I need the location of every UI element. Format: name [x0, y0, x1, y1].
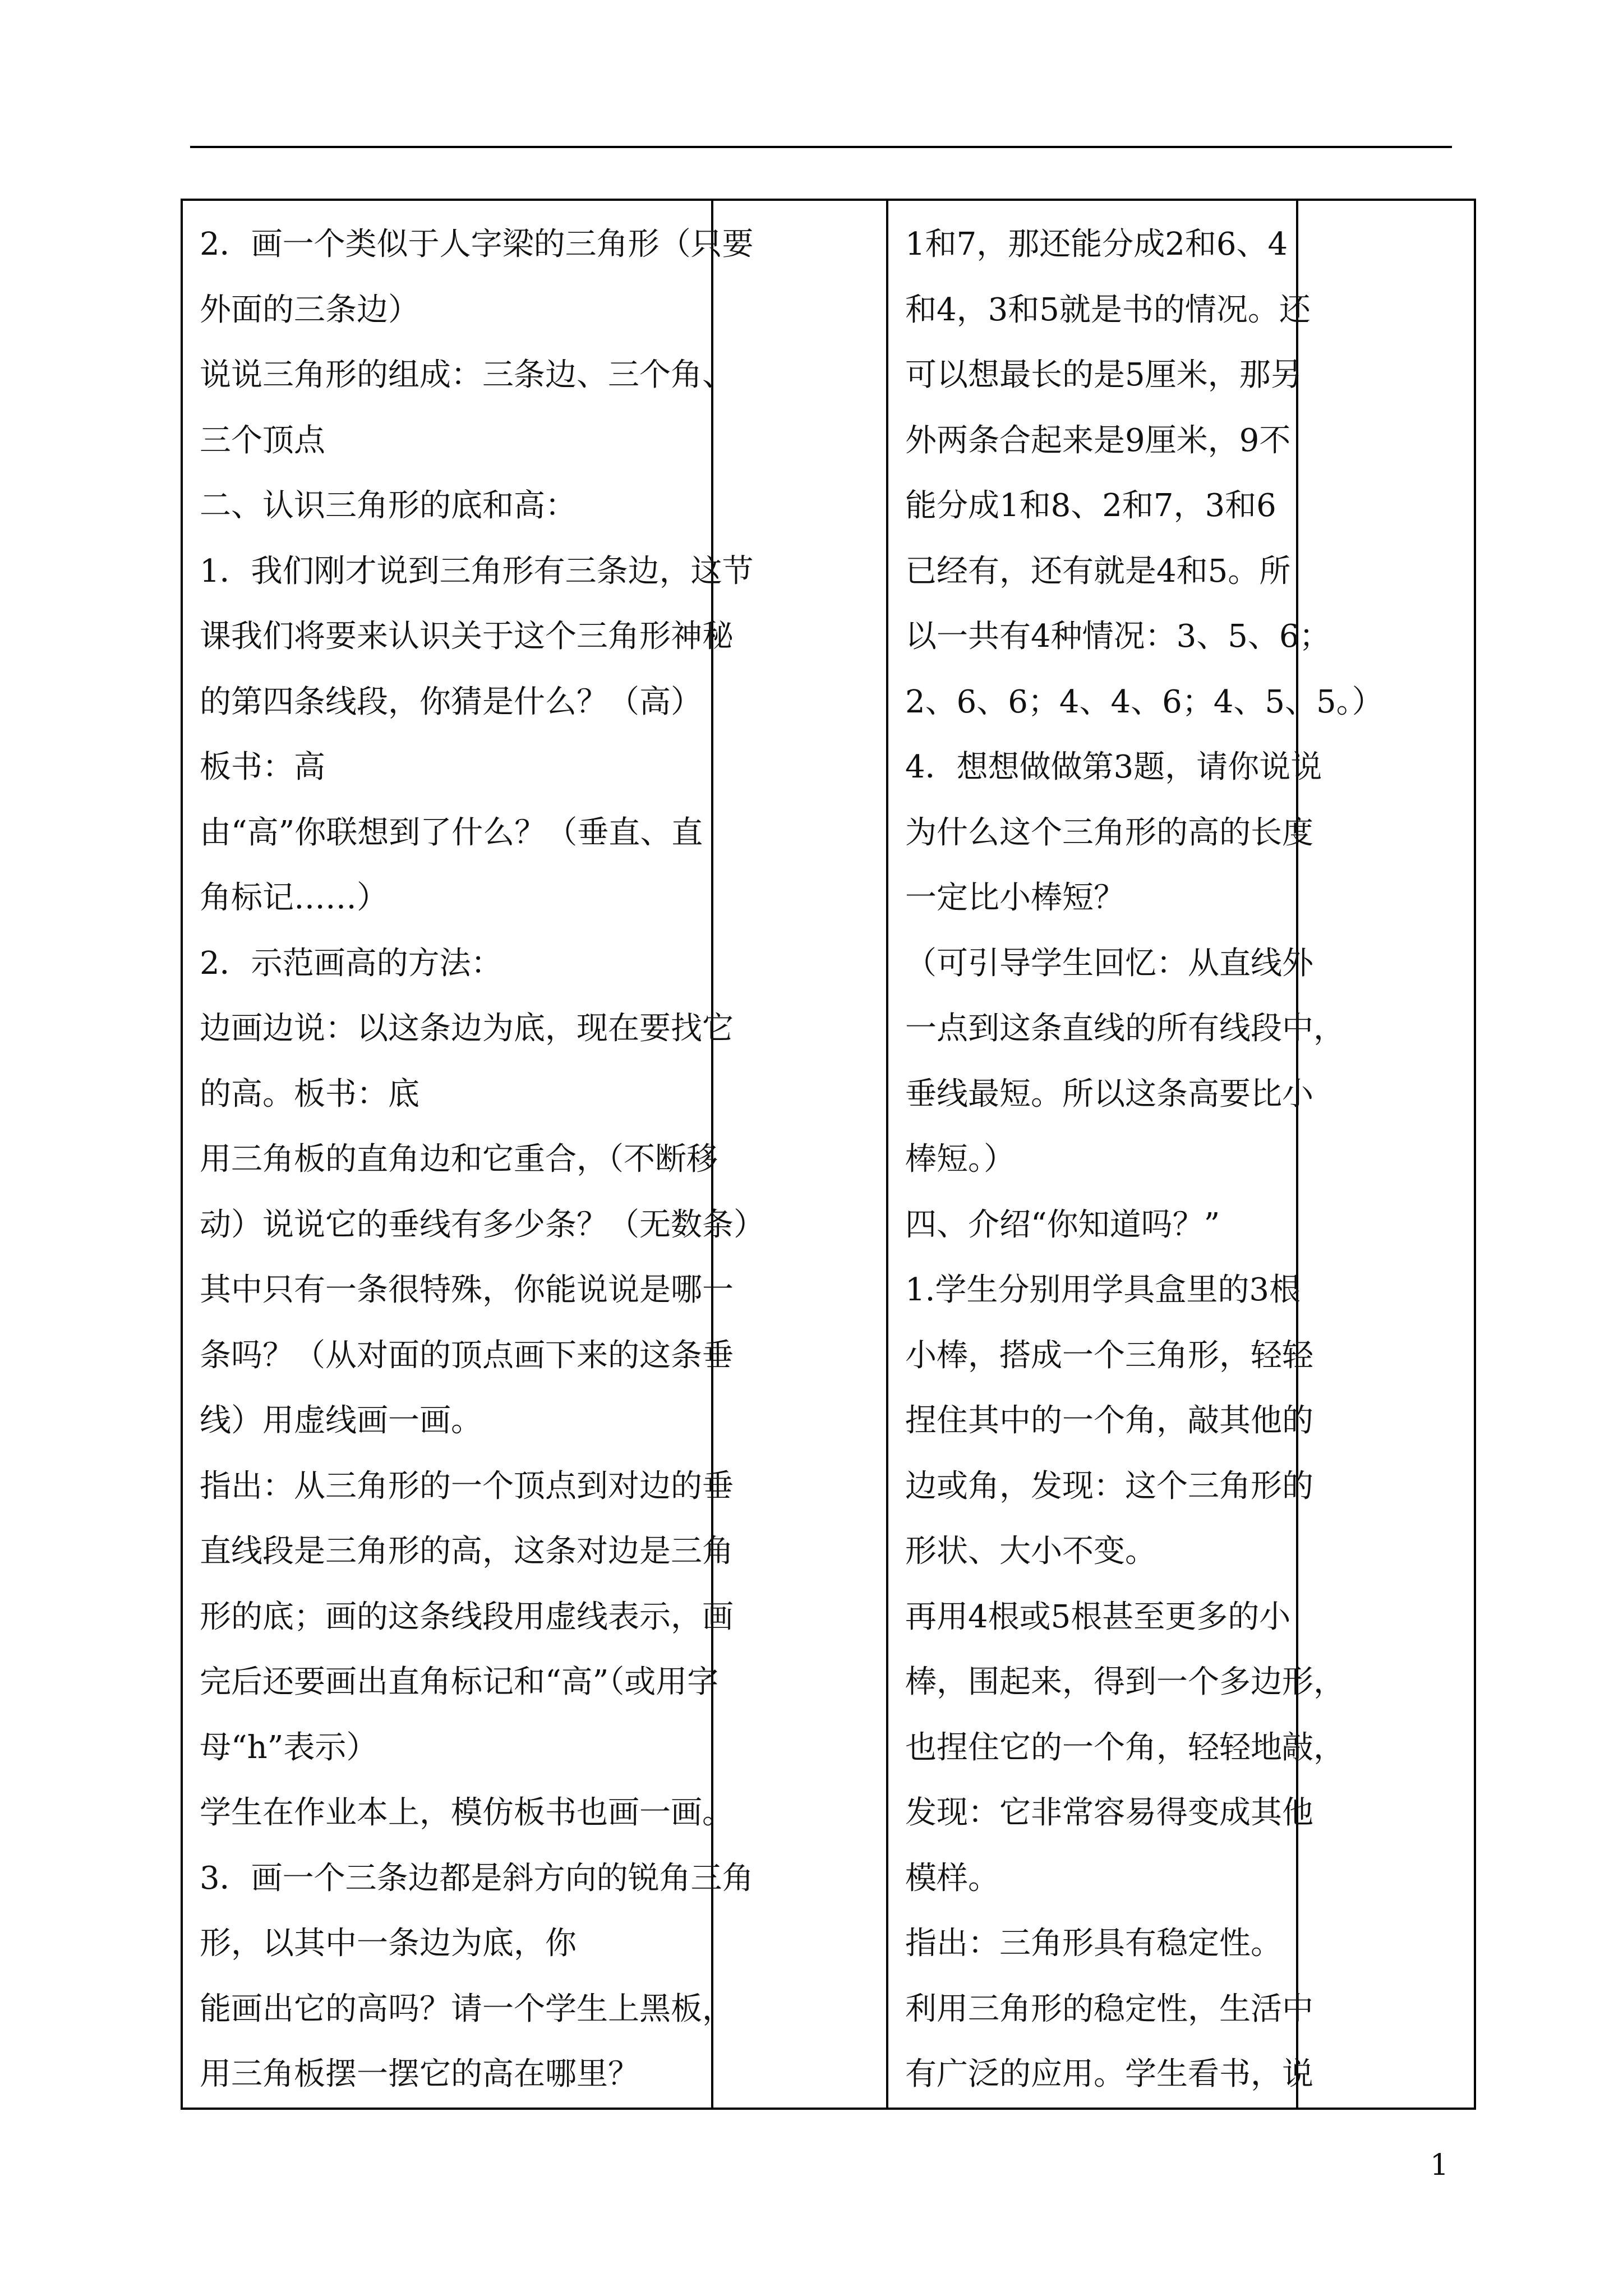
text-line: 四、介绍“你知道吗？” [905, 1206, 1220, 1243]
text-line: 能分成1和8、2和7，3和6 [905, 487, 1276, 524]
text-line: 外两条合起来是9厘米，9不 [905, 422, 1291, 459]
text-line: 母“h”表示） [200, 1729, 378, 1766]
text-line: 二、认识三角形的底和高： [200, 487, 577, 524]
table-row [182, 200, 1475, 2109]
text-line: 棒，围起来，得到一个多边形， [905, 1664, 1345, 1700]
text-line: 为什么这个三角形的高的长度 [905, 814, 1313, 851]
text-line: 形的底；画的这条线段用虚线表示，画 [200, 1598, 734, 1635]
text-line: 由“高”你联想到了什么？（垂直、直 [200, 814, 703, 851]
text-line: 完后还要画出直角标记和“高”（或用字 [200, 1664, 719, 1700]
text-line: 3．画一个三条边都是斜方向的锐角三角 [200, 1860, 754, 1897]
text-line: 也捏住它的一个角，轻轻地敲， [905, 1729, 1345, 1766]
text-line: 1.学生分别用学具盒里的3根 [905, 1272, 1301, 1308]
text-line: 边画边说：以这条边为底，现在要找它 [200, 1010, 734, 1047]
text-line: 三个顶点 [200, 422, 325, 459]
text-line: 一点到这条直线的所有线段中， [905, 1010, 1345, 1047]
left-content-cell [182, 200, 765, 2109]
text-line: 棒短。） [905, 1141, 1015, 1177]
text-line: 用三角板摆一摆它的高在哪里？ [200, 2056, 639, 2092]
text-line: 利用三角形的稳定性，生活中 [905, 1990, 1313, 2027]
text-line: 和4，3和5就是书的情况。还 [905, 291, 1311, 328]
text-line: 2、6、6；4、4、6；4、5、5。） [905, 683, 1384, 720]
text-line: （可引导学生回忆：从直线外 [905, 945, 1313, 982]
text-line: 其中只有一条很特殊，你能说说是哪一 [200, 1272, 734, 1308]
text-line: 捏住其中的一个角，敲其他的 [905, 1402, 1313, 1439]
text-line: 模样。 [905, 1860, 999, 1897]
text-line: 直线段是三角形的高，这条对边是三角 [200, 1533, 734, 1570]
text-line: 1和7，那还能分成2和6、4 [905, 226, 1288, 263]
text-line: 动）说说它的垂线有多少条？（无数条） [200, 1206, 765, 1243]
text-line: 课我们将要来认识关于这个三角形神秘 [200, 618, 734, 655]
text-line: 说说三角形的组成：三条边、三个角、 [200, 357, 734, 393]
text-line: 学生在作业本上，模仿板书也画一画。 [200, 1795, 734, 1831]
text-line: 角标记……） [200, 880, 388, 916]
text-line: 板书：高 [200, 749, 325, 785]
lesson-plan-table [181, 199, 1476, 2110]
right-column-text [888, 201, 1384, 2108]
text-line: 边或角，发现：这个三角形的 [905, 1467, 1313, 1504]
text-line: 形状、大小不变。 [905, 1533, 1156, 1570]
text-line: 已经有，还有就是4和5。所 [905, 553, 1291, 590]
text-line: 小棒，搭成一个三角形，轻轻 [905, 1337, 1313, 1374]
text-line: 有广泛的应用。学生看书，说 [905, 2056, 1313, 2092]
text-line: 以一共有4种情况：3、5、6； [905, 618, 1331, 655]
text-line: 垂线最短。所以这条高要比小 [905, 1075, 1313, 1112]
text-line: 的第四条线段，你猜是什么？（高） [200, 683, 702, 720]
left-column-text [183, 201, 765, 2108]
text-line: 线）用虚线画一画。 [200, 1402, 482, 1439]
text-line: 外面的三条边） [200, 291, 419, 328]
text-line: 4．想想做做第3题，请你说说 [905, 749, 1322, 785]
text-line: 指出：三角形具有稳定性。 [905, 1925, 1282, 1962]
text-line: 1．我们刚才说到三角形有三条边，这节 [200, 553, 754, 590]
text-line: 用三角板的直角边和它重合，（不断移 [200, 1141, 718, 1177]
header-rule [190, 146, 1452, 148]
text-line: 的高。板书：底 [200, 1075, 419, 1112]
text-line: 条吗？（从对面的顶点画下来的这条垂 [200, 1337, 734, 1374]
text-line: 可以想最长的是5厘米，那另 [905, 357, 1302, 393]
text-line: 形，以其中一条边为底，你 [200, 1925, 577, 1962]
text-line: 再用4根或5根甚至更多的小 [905, 1598, 1291, 1635]
text-line: 2．示范画高的方法： [200, 945, 502, 982]
text-line: 发现：它非常容易得变成其他 [905, 1795, 1313, 1831]
text-line: 一定比小棒短？ [905, 880, 1125, 916]
text-line: 能画出它的高吗？请一个学生上黑板， [200, 1990, 734, 2027]
empty-cell [1297, 200, 1475, 2109]
right-content-cell [887, 200, 1384, 2109]
empty-cell [712, 200, 887, 2109]
text-line: 2．画一个类似于人字梁的三角形（只要 [200, 226, 754, 263]
text-line: 指出：从三角形的一个顶点到对边的垂 [200, 1467, 734, 1504]
page-number: 1 [1430, 2148, 1449, 2182]
